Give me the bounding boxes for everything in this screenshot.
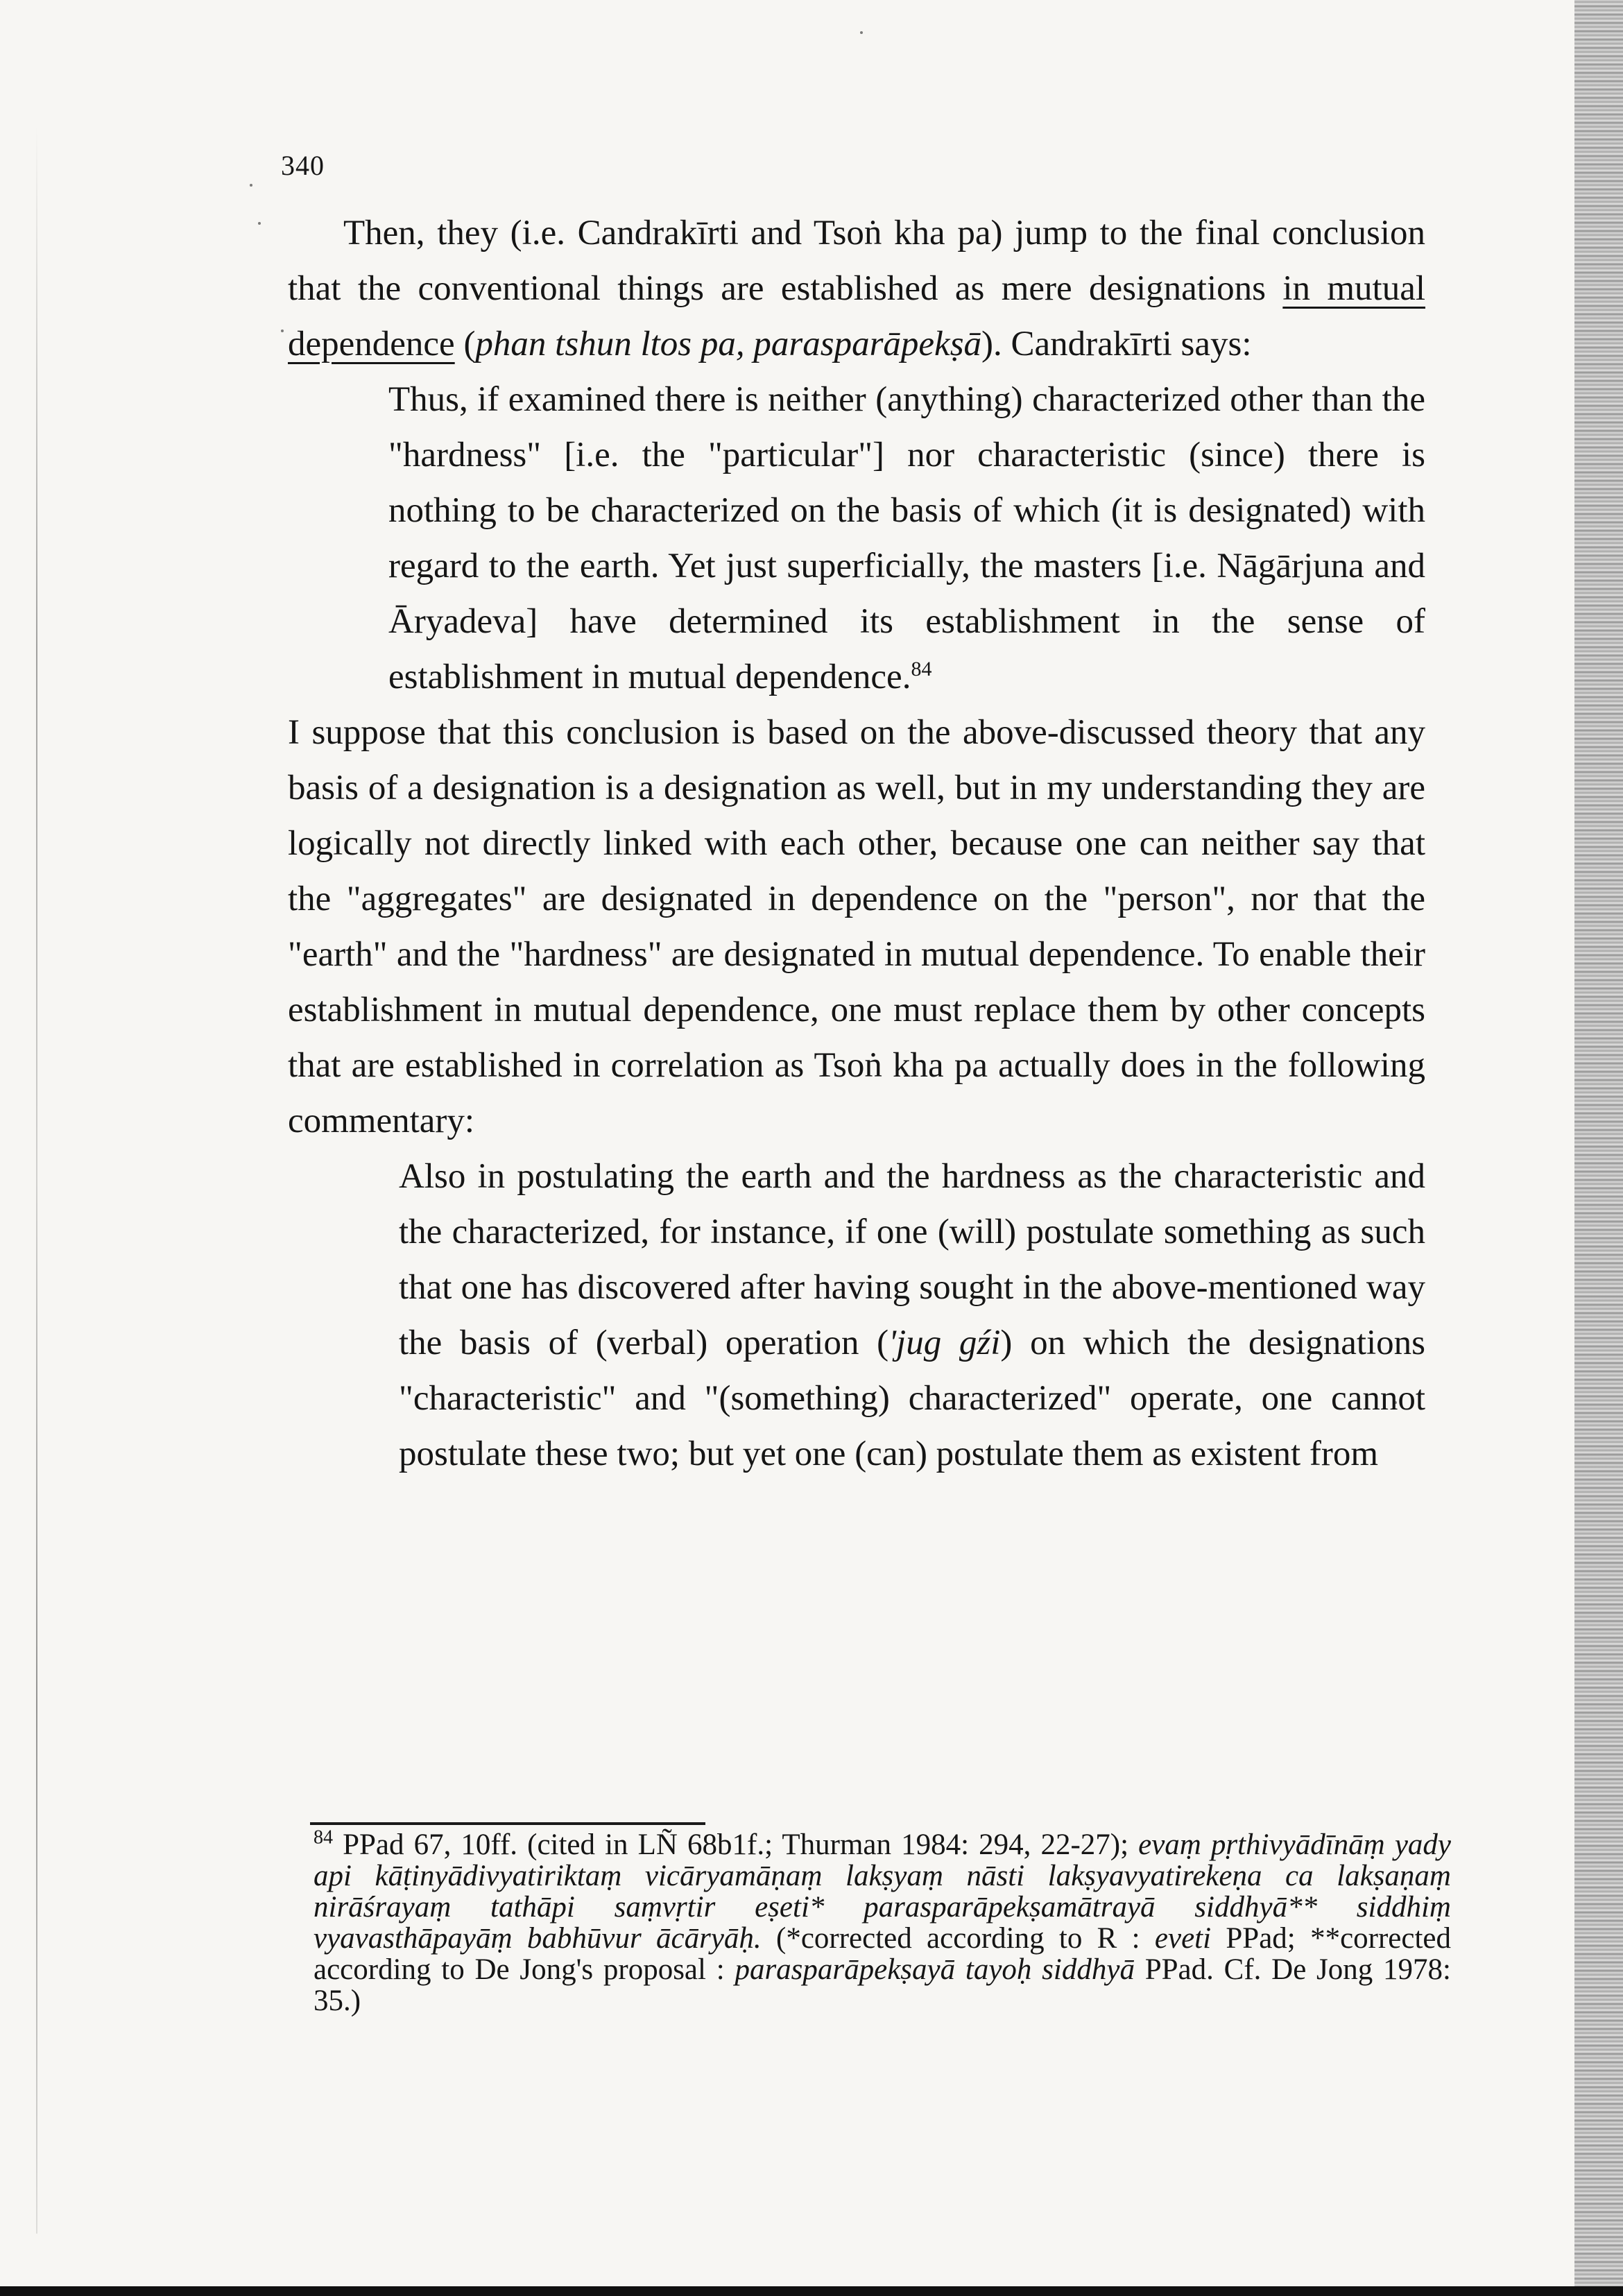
block-quote-1-text: Thus, if examined there is neither (anything) characterized other than the "hardness" [i.e. the "particular"] nor characteristic (since) there is nothing to be characterized on the basis of which (it is designated) with regard to the earth. Yet just superficially, the masters [i.e. Nāgārjuna and Āryadeva] have determined its establishment in the sense of establishment in mutual dependence.: [388, 380, 1425, 696]
body-text: [288, 205, 1425, 1482]
footnote-divider: [310, 1822, 705, 1825]
footnote-text: PPad 67, 10ff. (cited in LÑ 68b1f.; Thurman 1984: 294, 22-27);: [333, 1828, 1139, 1861]
scan-speck: [258, 222, 261, 225]
paragraph-1-text: Then, they (i.e. Candrakīrti and Tsoṅ kha pa) jump to the final conclusion that the conventional things are established as mere designations: [288, 214, 1425, 308]
footnote-text: PPad. Cf. De Jong 1978: 35.): [314, 1953, 1451, 2017]
underlined-term: in mutual dependence: [288, 269, 1425, 363]
footnote-reference: 84: [911, 658, 932, 680]
footnote-text: PPad; **corrected according to De Jong's proposal :: [314, 1922, 1451, 1986]
scan-speck: [860, 31, 863, 34]
footnote-text: (*corrected according to R :: [761, 1922, 1155, 1955]
block-quote-2-text: Also in postulating the earth and the hardness as the characteristic and the characterized, for instance, if one (will) postulate something as such that one has discovered after having sought in the above-mentioned way the basis of (verbal) operation (: [399, 1157, 1425, 1362]
scan-speck: [281, 329, 284, 332]
paragraph-2: [288, 705, 1425, 1149]
paragraph-1: [288, 205, 1425, 372]
italic-term: 'jug gźi: [888, 1323, 1001, 1362]
italic-term: phan tshun ltos pa, parasparāpekṣā: [475, 325, 982, 363]
scan-bottom-edge: [0, 2286, 1623, 2296]
paragraph-2-text: I suppose that this conclusion is based on the above-discussed theory that any basis of a designation is a designation as well, but in my understanding they are logically not directly linked with each other, because one can neither say that the "aggregates" are designated in dependence on the "person", nor that the "earth" and the "hardness" are designated in mutual dependence. To enable their establishment in mutual dependence, one must replace them by other concepts that are established in correlation as Tsoṅ kha pa actually does in the following commentary:: [288, 713, 1425, 1140]
footnote-italic: eveti: [1154, 1922, 1212, 1955]
footnote-sanskrit: evaṃ pṛthivyādīnāṃ yady api kāṭinyādivyatiriktaṃ vicāryamāṇaṃ lakṣyaṃ nāsti lakṣyavyatirekeṇa ca lakṣaṇaṃ nirāśrayaṃ tathāpi saṃvṛtir eṣeti* parasparāpekṣamātrayā siddhyā** siddhiṃ vyavasthāpayāṃ babhūvur ācāryāḥ.: [314, 1828, 1451, 1955]
block-quote-2-text: ) on which the designations "characteristic" and "(something) characterized" operate, one cannot postulate these two; but yet one (can) postulate them as existent from: [399, 1323, 1426, 1473]
paragraph-1-text: ). Candrakīrti says:: [981, 325, 1252, 363]
footnote-84: [314, 1826, 1451, 2017]
paragraph-1-text: (: [454, 325, 476, 363]
block-quote-2: [399, 1149, 1425, 1482]
block-quote-1: [388, 372, 1425, 705]
page-number: 340: [281, 150, 325, 181]
footnote-italic: parasparāpekṣayā tayoḥ siddhyā: [735, 1953, 1135, 1986]
scan-margin-line: [36, 125, 37, 2234]
scan-speck: [250, 184, 252, 187]
scan-edge-shadow: [1574, 0, 1623, 2296]
footnote-number: 84: [314, 1826, 333, 1849]
